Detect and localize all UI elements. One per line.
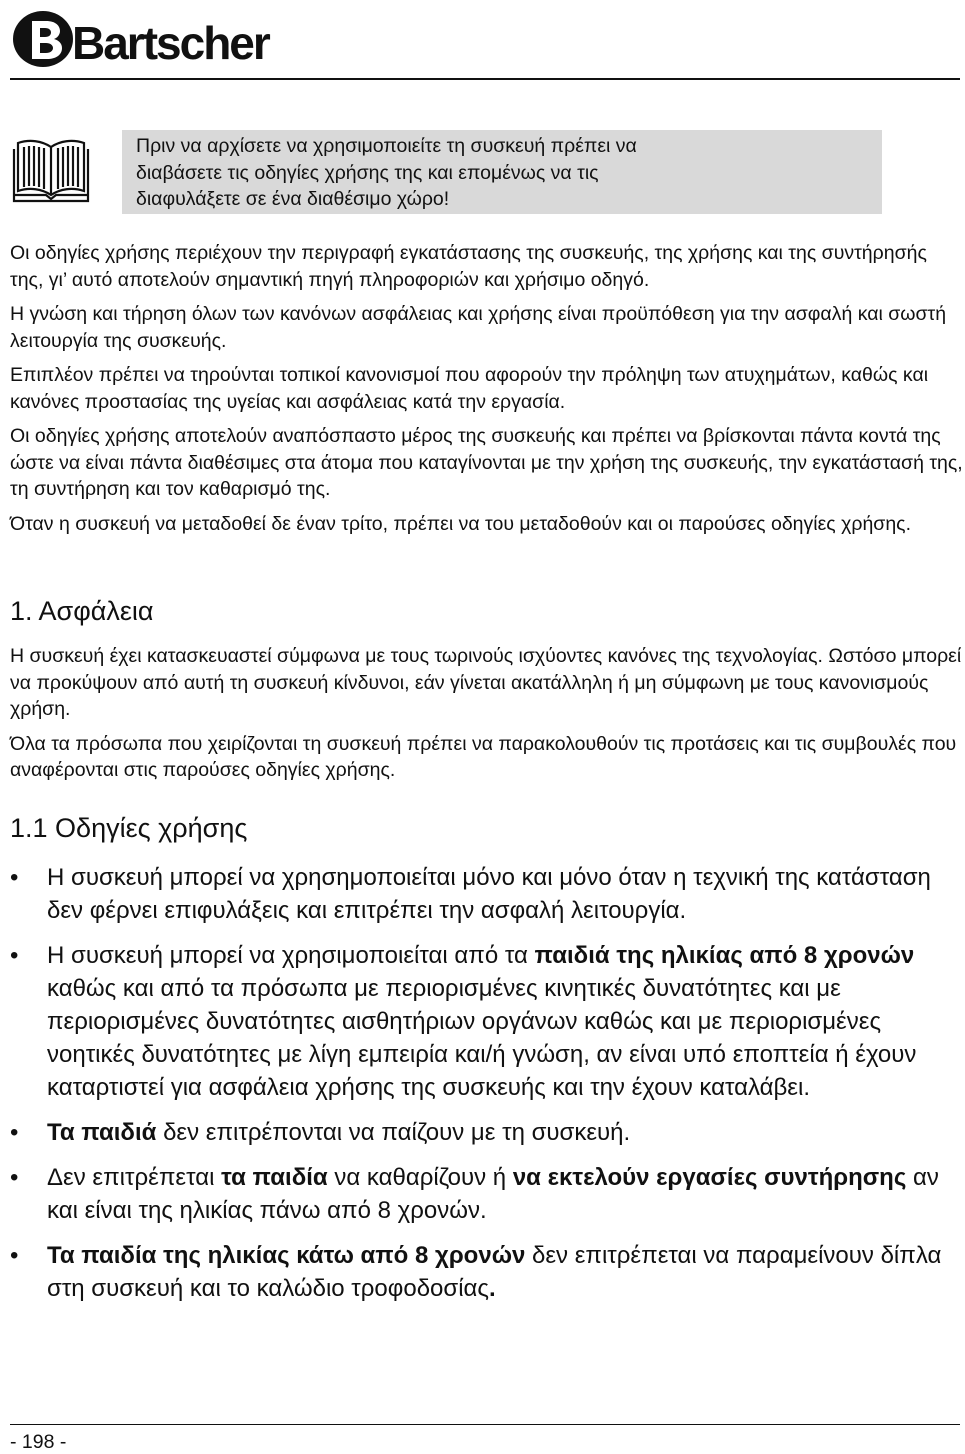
section-heading-safety: 1. Ασφάλεια [10, 596, 154, 626]
notice-line-1: Πριν να αρχίσετε να χρησιμοποιείτε τη συσκευή πρέπει να [136, 135, 637, 157]
bartscher-logo [10, 4, 269, 70]
bullet-marker: • [10, 1164, 19, 1191]
list-item [10, 1161, 960, 1227]
list-item [10, 1239, 960, 1305]
list-item [10, 1116, 960, 1149]
bullet-emphasis: παιδιά της ηλικίας από 8 χρονών [534, 942, 915, 969]
logo-text: Bartscher [72, 17, 269, 69]
bullet-marker: • [10, 864, 19, 891]
bullet-emphasis: τα παιδία [221, 1164, 328, 1191]
safety-section [10, 643, 965, 792]
safety-paragraph: Όλα τα πρόσωπα που χειρίζονται τη συσκευή πρέπει να παρακολουθούν τις προτάσεις και τις συμβουλές που αναφέρονται στις παρούσες οδηγίες χρήσης. [10, 732, 957, 781]
bullet-text: Η συσκευή μπορεί να χρησιμοποιείται από τα [47, 942, 535, 969]
bullet-text: δεν επιτρέπονται να παίζουν με τη συσκευή. [156, 1119, 631, 1146]
bullet-marker: • [10, 942, 19, 969]
intro-paragraph: Οι οδηγίες χρήσης περιέχουν την περιγραφή εγκατάστασης της συσκευής, της χρήσης και της συντήρησής της, γι’ αυτό αποτελούν σημαντική πηγή πληροφοριών και χρήσιμο οδηγό. [10, 242, 927, 291]
page-number: - 198 - [10, 1431, 67, 1453]
bullet-text: Δεν επιτρέπεται [47, 1164, 222, 1191]
bullet-text: Η συσκευή μπορεί να χρησημοποιείται μόνο και μόνο όταν η τεχνική της κατάσταση δεν φέρνει επιφυλάξεις και επιτρέπει την ασφαλή λειτουργία. [47, 864, 931, 924]
read-instructions-notice [122, 130, 882, 214]
usage-bullet-list [10, 861, 960, 1317]
list-item [10, 939, 960, 1104]
notice-line-3: διαφυλάξετε σε ένα διαθέσιμο χώρο! [136, 188, 450, 210]
intro-paragraph: Όταν η συσκευή να μεταδοθεί δε έναν τρίτο, πρέπει να του μεταδοθούν και οι παρούσες οδηγίες χρήσης. [10, 512, 911, 535]
intro-paragraph: Οι οδηγίες χρήσης αποτελούν αναπόσπαστο μέρος της συσκευής και πρέπει να βρίσκονται πάντα κοντά της ώστε να είναι πάντα διαθέσιμες στα άτομα που καταγίνονται με την χρήση της συσκευής, την εγκατάστασή της, τη συντήρηση και τον καθαρισμό της. [10, 425, 963, 500]
list-item [10, 861, 960, 927]
section-heading-usage: 1.1 Οδηγίες χρήσης [10, 813, 248, 843]
bullet-text: καθώς και από τα πρόσωπα με περιορισμένες κινητικές δυνατότητες και με περιορισμένες δυνατότητες αισθητήριων οργάνων καθώς και με περιορισμένες νοητικές δυνατότητες με λίγη εμπειρία και/ή γνώση, αν είναι υπό εποπτεία ή έχουν καταρτιστεί για ασφάλεια χρήσης της συσκευής και την έχουν καταλάβει. [47, 975, 917, 1101]
bullet-period: . [488, 1275, 496, 1302]
bullet-marker: • [10, 1242, 19, 1269]
intro-paragraph: Επιπλέον πρέπει να τηρούνται τοπικοί κανονισμοί που αφορούν την πρόληψη των ατυχημάτων, καθώς και κανόνες προστασίας της υγείας και ασφάλειας κατά την εργασία. [10, 364, 929, 413]
bullet-emphasis: Τα παιδιά [47, 1119, 157, 1146]
bullet-emphasis: Τα παιδία της ηλικίας κάτω από 8 χρονών [47, 1242, 526, 1269]
footer-rule [10, 1424, 960, 1425]
safety-paragraph: Η συσκευή έχει κατασκευαστεί σύμφωνα με τους τωρινούς ισχύοντες κανόνες της τεχνολογίας. Ωστόσο μπορεί να προκύψουν από αυτή τη συσκευή κίνδυνοι, εάν γίνεται ακατάλληλη ή μη σύμφωνη με τους κανονισμούς χρήση. [10, 645, 962, 720]
book-icon [10, 137, 92, 205]
bullet-marker: • [10, 1119, 19, 1146]
notice-line-2: διαβάσετε τις οδηγίες χρήσης της και επομένως να τις [136, 161, 599, 184]
bullet-text: δεν επιτρέπεται να παραμείνουν δίπλα στη συσκευή και το καλώδιο τροφοδοσίας [47, 1242, 942, 1302]
bullet-text: να καθαρίζουν ή [327, 1164, 513, 1191]
bartscher-logo-graphic [10, 4, 269, 70]
intro-paragraph: Η γνώση και τήρηση όλων των κανόνων ασφάλειας και χρήσης είναι προϋπόθεση για την ασφαλή και σωστή λειτουργία της συσκευής. [10, 303, 947, 352]
bullet-text: αν και είναι της ηλικίας πάνω από 8 χρονών. [47, 1164, 939, 1224]
intro-section [10, 240, 965, 545]
header-rule [10, 78, 960, 80]
bullet-emphasis: να εκτελούν εργασίες συντήρησης [512, 1164, 907, 1191]
